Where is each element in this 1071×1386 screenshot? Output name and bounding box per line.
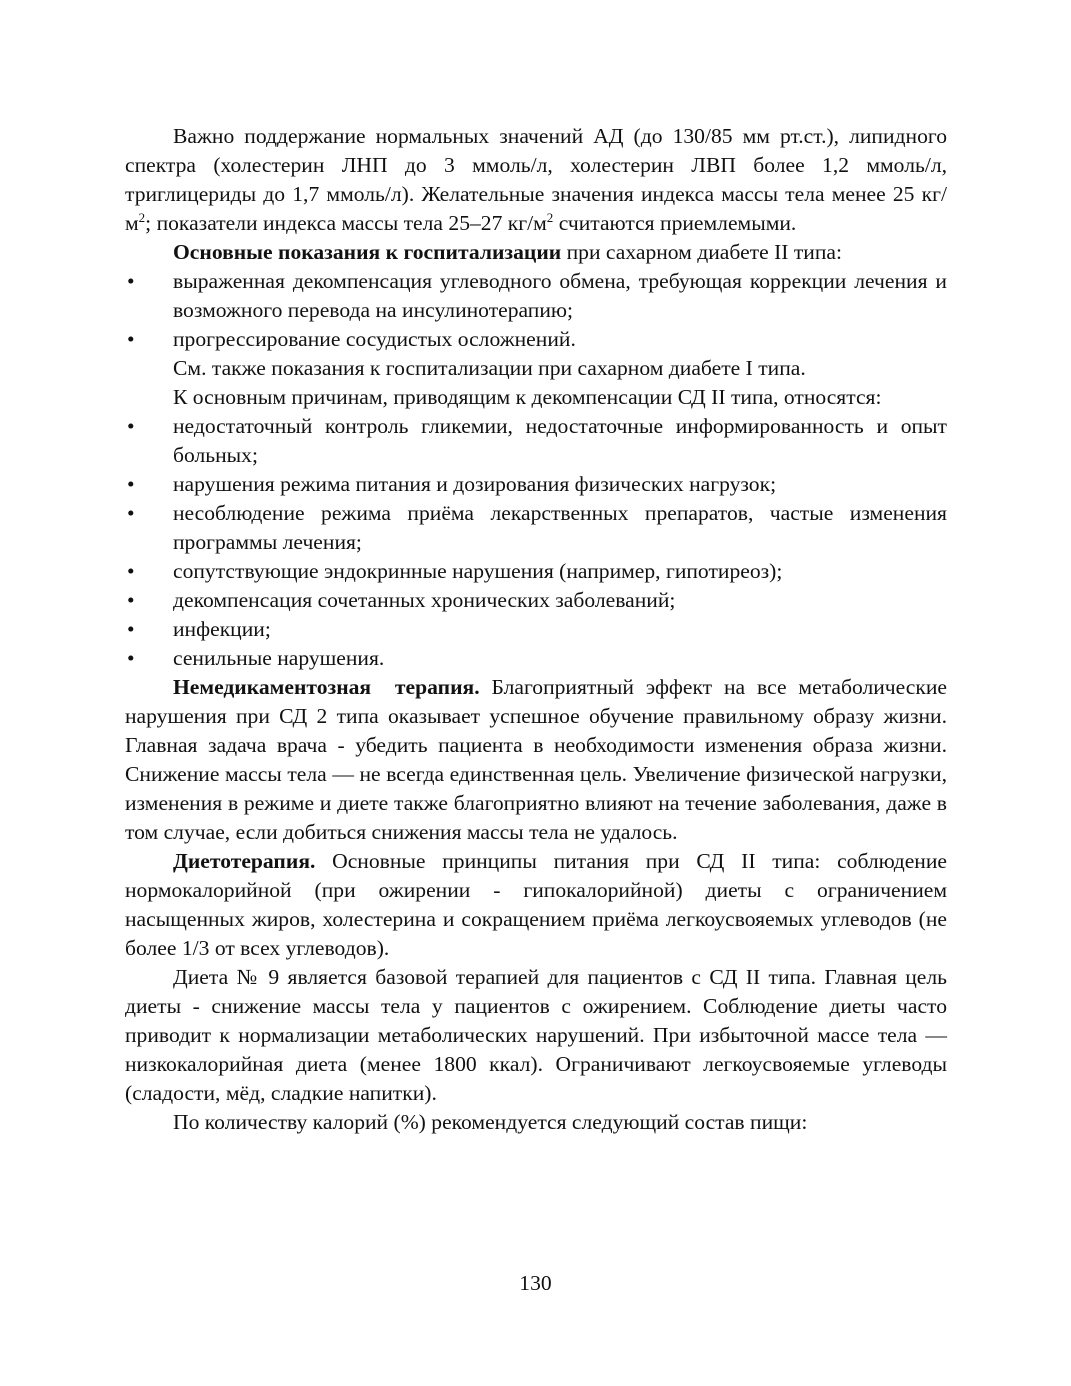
causes-list — [125, 412, 947, 673]
paragraph-text: Основные принципы питания при СД II типа: соблюдение нормокалорийной (при ожирении - гипокалорийной) диеты с ограничением насыщенных жиров, холестерина и сокращением приёма легкоусвояемых углеводов (не более 1/3 от всех углеводов). — [125, 849, 947, 960]
bullet-icon: • — [127, 588, 135, 612]
bold-term: Диетотерапия. — [173, 849, 316, 873]
paragraph-causes-intro: К основным причинам, приводящим к декомпенсации СД II типа, относятся: — [173, 385, 882, 409]
paragraph-text: считаются приемлемыми. — [553, 211, 797, 235]
superscript: 2 — [138, 209, 146, 225]
page-number: 130 — [519, 1271, 552, 1295]
bullet-icon: • — [127, 559, 135, 583]
bullet-icon: • — [127, 501, 135, 525]
document-body — [125, 122, 947, 1137]
paragraph-diet-therapy — [125, 847, 947, 963]
bold-term: Основные показания к госпитализации — [173, 240, 562, 264]
paragraph-non-drug-therapy — [125, 673, 947, 847]
list-item-text: сопутствующие эндокринные нарушения (например, гипотиреоз); — [173, 559, 783, 583]
bullet-icon: • — [127, 617, 135, 641]
list-item-text: декомпенсация сочетанных хронических заболеваний; — [173, 588, 676, 612]
list-item — [125, 470, 947, 499]
paragraph-calorie-composition: По количеству калорий (%) рекомендуется следующий состав пищи: — [173, 1110, 808, 1134]
list-item — [125, 586, 947, 615]
bullet-icon: • — [127, 269, 135, 293]
paragraph-hospitalization-heading — [125, 238, 947, 267]
bullet-icon: • — [127, 472, 135, 496]
list-item — [125, 615, 947, 644]
list-item-text: недостаточный контроль гликемии, недостаточные информированность и опыт больных; — [173, 414, 947, 467]
paragraph-text: при сахарном диабете II типа: — [561, 240, 842, 264]
paragraph-text: ; показатели индекса массы тела 25–27 кг/м — [145, 211, 547, 235]
list-item-text: нарушения режима питания и дозирования физических нагрузок; — [173, 472, 777, 496]
list-item-text: выраженная декомпенсация углеводного обмена, требующая коррекции лечения и возможного перевода на инсулинотерапию; — [173, 269, 947, 322]
list-item — [125, 267, 947, 325]
bullet-icon: • — [127, 646, 135, 670]
list-item-text: прогрессирование сосудистых осложнений. — [173, 327, 576, 351]
list-item — [125, 499, 947, 557]
list-item — [125, 412, 947, 470]
paragraph-see-also: См. также показания к госпитализации при сахарном диабете I типа. — [173, 356, 806, 380]
list-item — [125, 325, 947, 354]
list-item-text: несоблюдение режима приёма лекарственных препаратов, частые изменения программы лечения; — [173, 501, 947, 554]
paragraph-diet-9: Диета № 9 является базовой терапией для пациентов с СД II типа. Главная цель диеты - снижение массы тела у пациентов с ожирением. Соблюдение диеты часто приводит к нормализации метаболических нарушений. При избыточной массе тела — низкокалорийная диета (менее 1800 ккал). Ограничивают легкоусвояемые углеводы (сладости, мёд, сладкие напитки). — [125, 965, 947, 1105]
bold-term: Немедикаментозная терапия. — [173, 675, 480, 699]
hospitalization-list — [125, 267, 947, 354]
superscript: 2 — [546, 209, 554, 225]
paragraph-lipid-targets — [125, 122, 947, 238]
list-item — [125, 644, 947, 673]
paragraph-text: Важно поддержание нормальных значений АД (до 130/85 мм рт.ст.), липидного спектра (холестерин ЛНП до 3 ммоль/л, холестерин ЛВП более 1,2 ммоль/л, триглицериды до 1,7 ммоль/л). Желательные значения индекса массы тела менее 25 кг/м — [125, 124, 947, 235]
list-item-text: сенильные нарушения. — [173, 646, 385, 670]
bullet-icon: • — [127, 327, 135, 351]
list-item-text: инфекции; — [173, 617, 271, 641]
bullet-icon: • — [127, 414, 135, 438]
paragraph-text: Благоприятный эффект на все метаболические нарушения при СД 2 типа оказывает успешное обучение правильному образу жизни. Главная задача врача - убедить пациента в необходимости изменения образа жизни. Снижение массы тела — не всегда единственная цель. Увеличение физической нагрузки, изменения в режиме и диете также благоприятно влияют на течение заболевания, даже в том случае, если добиться снижения массы тела не удалось. — [125, 675, 947, 844]
list-item — [125, 557, 947, 586]
